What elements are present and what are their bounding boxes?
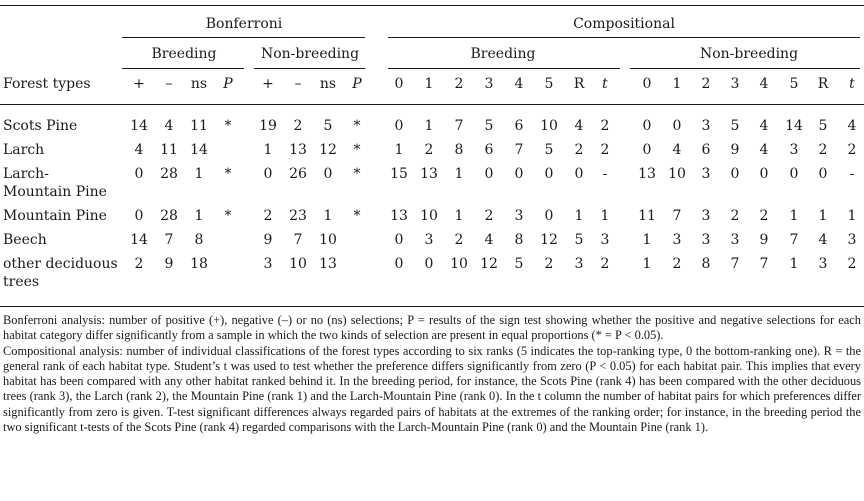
table-cell: 4: [818, 232, 828, 248]
row-label: Larch-: [3, 166, 49, 182]
table-cell: 8: [701, 256, 711, 272]
row-label: Scots Pine: [3, 118, 78, 134]
table-cell: 1: [194, 208, 204, 224]
table-cell: *: [224, 118, 232, 134]
table-cell: 1: [454, 166, 464, 182]
table-cell: 9: [263, 232, 273, 248]
table-cell: 7: [293, 232, 303, 248]
row-label: Mountain Pine: [3, 184, 107, 200]
table-cell: -: [849, 166, 855, 182]
table-cell: 2: [759, 208, 769, 224]
table-cell: 3: [514, 208, 524, 224]
comp-nonbreeding-col-3: 3: [730, 76, 740, 92]
table-cell: 23: [289, 208, 307, 224]
table-cell: 3: [789, 142, 799, 158]
bonf-nonbreeding-header: Non-breeding: [260, 46, 360, 62]
table-cell: 0: [759, 166, 769, 182]
table-cell: 1: [789, 256, 799, 272]
table-cell: 2: [544, 256, 554, 272]
table-cell: 13: [638, 166, 656, 182]
table-cell: 13: [420, 166, 438, 182]
table-cell: 2: [424, 142, 434, 158]
table-cell: 3: [701, 208, 711, 224]
bonf-breeding-header: Breeding: [151, 46, 217, 62]
comp-breeding-col-7: t: [602, 76, 608, 92]
table-cell: 4: [759, 142, 769, 158]
table-cell: 3: [701, 166, 711, 182]
bonferroni-note: Bonferroni analysis: number of positive (+), negative (–) or no (ns) selections; P = results of the sign test showing whether the positive and negative selections for each habitat category differ significantly from a sample in which the two kinds of selection are present in equal proportions (* = P < 0.05).: [3, 313, 861, 343]
table-cell: 2: [454, 232, 464, 248]
table-cell: 3: [847, 232, 857, 248]
table-cell: 11: [638, 208, 656, 224]
table-cell: 28: [160, 166, 178, 182]
table-cell: *: [353, 166, 361, 182]
table-cell: 1: [263, 142, 273, 158]
table-cell: 0: [514, 166, 524, 182]
bonf-nonbreeding-rule: [254, 68, 365, 69]
comp-breeding-header: Breeding: [470, 46, 536, 62]
table-cell: 28: [160, 208, 178, 224]
table-cell: 10: [420, 208, 438, 224]
forest-types-header: Forest types: [3, 76, 91, 92]
table-cell: 4: [759, 118, 769, 134]
table-cell: 14: [130, 232, 148, 248]
table-cell: 1: [424, 118, 434, 134]
comp-breeding-rule: [388, 68, 620, 69]
table-cell: 3: [701, 232, 711, 248]
table-cell: 1: [394, 142, 404, 158]
bonf-breeding-col-0: +: [133, 76, 145, 92]
table-cell: 10: [540, 118, 558, 134]
table-cell: 0: [730, 166, 740, 182]
table-cell: 5: [730, 118, 740, 134]
table-cell: 10: [450, 256, 468, 272]
table-cell: 2: [600, 118, 610, 134]
table-cell: 4: [574, 118, 584, 134]
table-cell: 10: [668, 166, 686, 182]
table-footnotes: [3, 313, 861, 435]
table-cell: 8: [454, 142, 464, 158]
table-cell: 18: [190, 256, 208, 272]
table-cell: 9: [730, 142, 740, 158]
table-cell: 0: [818, 166, 828, 182]
table-cell: 1: [574, 208, 584, 224]
table-cell: 0: [484, 166, 494, 182]
table-cell: 3: [730, 232, 740, 248]
table-cell: 2: [847, 256, 857, 272]
table-cell: 0: [544, 166, 554, 182]
table-cell: 7: [759, 256, 769, 272]
table-cell: 1: [818, 208, 828, 224]
table-cell: 19: [259, 118, 277, 134]
compositional-note: Compositional analysis: number of individual classifications of the forest types according to six ranks (5 indicates the top-ranking type, 0 the bottom-ranking one). R = the general rank of each habitat type. Student’s t was used to test whether the preference differs significantly from zero (P < 0.05) for each habitat pair. This implies that every habitat has been compared with any other habitat ranked behind it. In the breeding period, for instance, the Scots Pine (rank 4) has been compared with the other deciduous trees (rank 3), the Larch (rank 2), the Mountain Pine (rank 1) and the Larch-Mountain Pine (rank 0). In the t column the number of habitat pairs for which preferences differ significantly from zero is given. T-test significant differences always regarded pairs of habitats at the extremes of the ranking order; for instance, in the breeding period the two significant t-tests of the Scots Pine (rank 4) regarded comparisons with the Larch-Mountain Pine (rank 0) and the Mountain Pine (rank 1).: [3, 343, 861, 435]
table-cell: 2: [484, 208, 494, 224]
table-cell: 7: [164, 232, 174, 248]
bonf-nonbreeding-col-0: +: [262, 76, 274, 92]
table-cell: 4: [484, 232, 494, 248]
table-cell: 0: [263, 166, 273, 182]
comp-nonbreeding-rule: [630, 68, 860, 69]
table-cell: 12: [319, 142, 337, 158]
table-cell: 0: [394, 232, 404, 248]
table-cell: 4: [134, 142, 144, 158]
table-cell: 4: [164, 118, 174, 134]
table-cell: 10: [319, 232, 337, 248]
table-cell: 6: [514, 118, 524, 134]
table-cell: 9: [759, 232, 769, 248]
header-bottom-rule: [0, 104, 864, 105]
bonferroni-rule: [122, 37, 365, 38]
comp-nonbreeding-header: Non-breeding: [699, 46, 799, 62]
table-cell: 10: [289, 256, 307, 272]
table-bottom-rule: [0, 306, 864, 307]
table-cell: 3: [574, 256, 584, 272]
table-cell: 7: [454, 118, 464, 134]
table-cell: 1: [194, 166, 204, 182]
table-cell: 4: [672, 142, 682, 158]
bonferroni-header: Bonferroni: [205, 16, 283, 32]
bonf-breeding-col-3: P: [223, 76, 233, 92]
comp-nonbreeding-col-7: t: [849, 76, 855, 92]
table-cell: 7: [789, 232, 799, 248]
table-cell: 2: [730, 208, 740, 224]
table-cell: 3: [424, 232, 434, 248]
table-cell: 0: [134, 166, 144, 182]
table-cell: 0: [789, 166, 799, 182]
table-cell: 11: [160, 142, 178, 158]
comp-breeding-col-3: 3: [484, 76, 494, 92]
table-cell: 5: [323, 118, 333, 134]
table-cell: 0: [323, 166, 333, 182]
table-cell: 1: [642, 232, 652, 248]
row-label: Larch: [3, 142, 45, 158]
bonf-breeding-col-1: –: [165, 76, 173, 92]
bonf-breeding-rule: [122, 68, 244, 69]
table-cell: 3: [818, 256, 828, 272]
table-cell: 2: [847, 142, 857, 158]
table-cell: 7: [514, 142, 524, 158]
comp-breeding-col-5: 5: [544, 76, 554, 92]
table-cell: *: [353, 142, 361, 158]
table-cell: 5: [514, 256, 524, 272]
table-cell: 0: [574, 166, 584, 182]
table-cell: 5: [818, 118, 828, 134]
comp-nonbreeding-col-2: 2: [701, 76, 711, 92]
table-cell: *: [353, 208, 361, 224]
table-cell: 13: [289, 142, 307, 158]
table-cell: -: [602, 166, 608, 182]
row-label: trees: [3, 274, 40, 290]
bonf-breeding-col-2: ns: [190, 76, 208, 92]
table-cell: 3: [600, 232, 610, 248]
table-cell: 1: [454, 208, 464, 224]
table-cell: 0: [394, 118, 404, 134]
table-cell: 9: [164, 256, 174, 272]
table-cell: 3: [263, 256, 273, 272]
table-cell: 2: [600, 142, 610, 158]
table-cell: *: [224, 166, 232, 182]
table-cell: 0: [672, 118, 682, 134]
comp-nonbreeding-col-4: 4: [759, 76, 769, 92]
table-cell: 5: [574, 232, 584, 248]
top-rule: [0, 5, 864, 6]
table-cell: 11: [190, 118, 208, 134]
table-cell: 5: [484, 118, 494, 134]
comp-nonbreeding-col-5: 5: [789, 76, 799, 92]
table-cell: 3: [701, 118, 711, 134]
table-cell: *: [353, 118, 361, 134]
table-cell: 2: [672, 256, 682, 272]
table-cell: 0: [544, 208, 554, 224]
row-label: Mountain Pine: [3, 208, 107, 224]
table-cell: 15: [390, 166, 408, 182]
table-cell: 5: [544, 142, 554, 158]
table-cell: 6: [701, 142, 711, 158]
row-label: other deciduous: [3, 256, 118, 272]
table-cell: 8: [514, 232, 524, 248]
table-cell: 0: [424, 256, 434, 272]
table-cell: 8: [194, 232, 204, 248]
table-cell: 2: [818, 142, 828, 158]
table-cell: 1: [600, 208, 610, 224]
table-cell: 1: [847, 208, 857, 224]
row-label: Beech: [3, 232, 47, 248]
table-cell: 12: [480, 256, 498, 272]
table-cell: 14: [785, 118, 803, 134]
table-cell: 7: [672, 208, 682, 224]
compositional-header: Compositional: [573, 16, 675, 32]
comp-breeding-col-0: 0: [394, 76, 404, 92]
table-cell: 0: [642, 118, 652, 134]
comp-breeding-col-6: R: [573, 76, 585, 92]
table-cell: 13: [319, 256, 337, 272]
table-cell: 2: [134, 256, 144, 272]
comp-nonbreeding-col-0: 0: [642, 76, 652, 92]
table-cell: 1: [642, 256, 652, 272]
table-cell: 2: [293, 118, 303, 134]
table-cell: 3: [672, 232, 682, 248]
table-cell: 14: [130, 118, 148, 134]
comp-breeding-col-4: 4: [514, 76, 524, 92]
table-cell: 12: [540, 232, 558, 248]
table-cell: 26: [289, 166, 307, 182]
table-cell: 4: [847, 118, 857, 134]
table-cell: 2: [574, 142, 584, 158]
table-cell: 0: [134, 208, 144, 224]
compositional-rule: [388, 37, 860, 38]
comp-breeding-col-1: 1: [424, 76, 434, 92]
table-cell: 1: [323, 208, 333, 224]
table-cell: 7: [730, 256, 740, 272]
table-cell: 0: [642, 142, 652, 158]
table-cell: *: [224, 208, 232, 224]
table-cell: 6: [484, 142, 494, 158]
bonf-nonbreeding-col-1: –: [294, 76, 302, 92]
table-cell: 2: [600, 256, 610, 272]
comp-breeding-col-2: 2: [454, 76, 464, 92]
bonf-nonbreeding-col-2: ns: [319, 76, 337, 92]
table-cell: 1: [789, 208, 799, 224]
comp-nonbreeding-col-1: 1: [672, 76, 682, 92]
bonf-nonbreeding-col-3: P: [352, 76, 362, 92]
table-cell: 14: [190, 142, 208, 158]
comp-nonbreeding-col-6: R: [817, 76, 829, 92]
table-cell: 0: [394, 256, 404, 272]
table-cell: 13: [390, 208, 408, 224]
table-cell: 2: [263, 208, 273, 224]
